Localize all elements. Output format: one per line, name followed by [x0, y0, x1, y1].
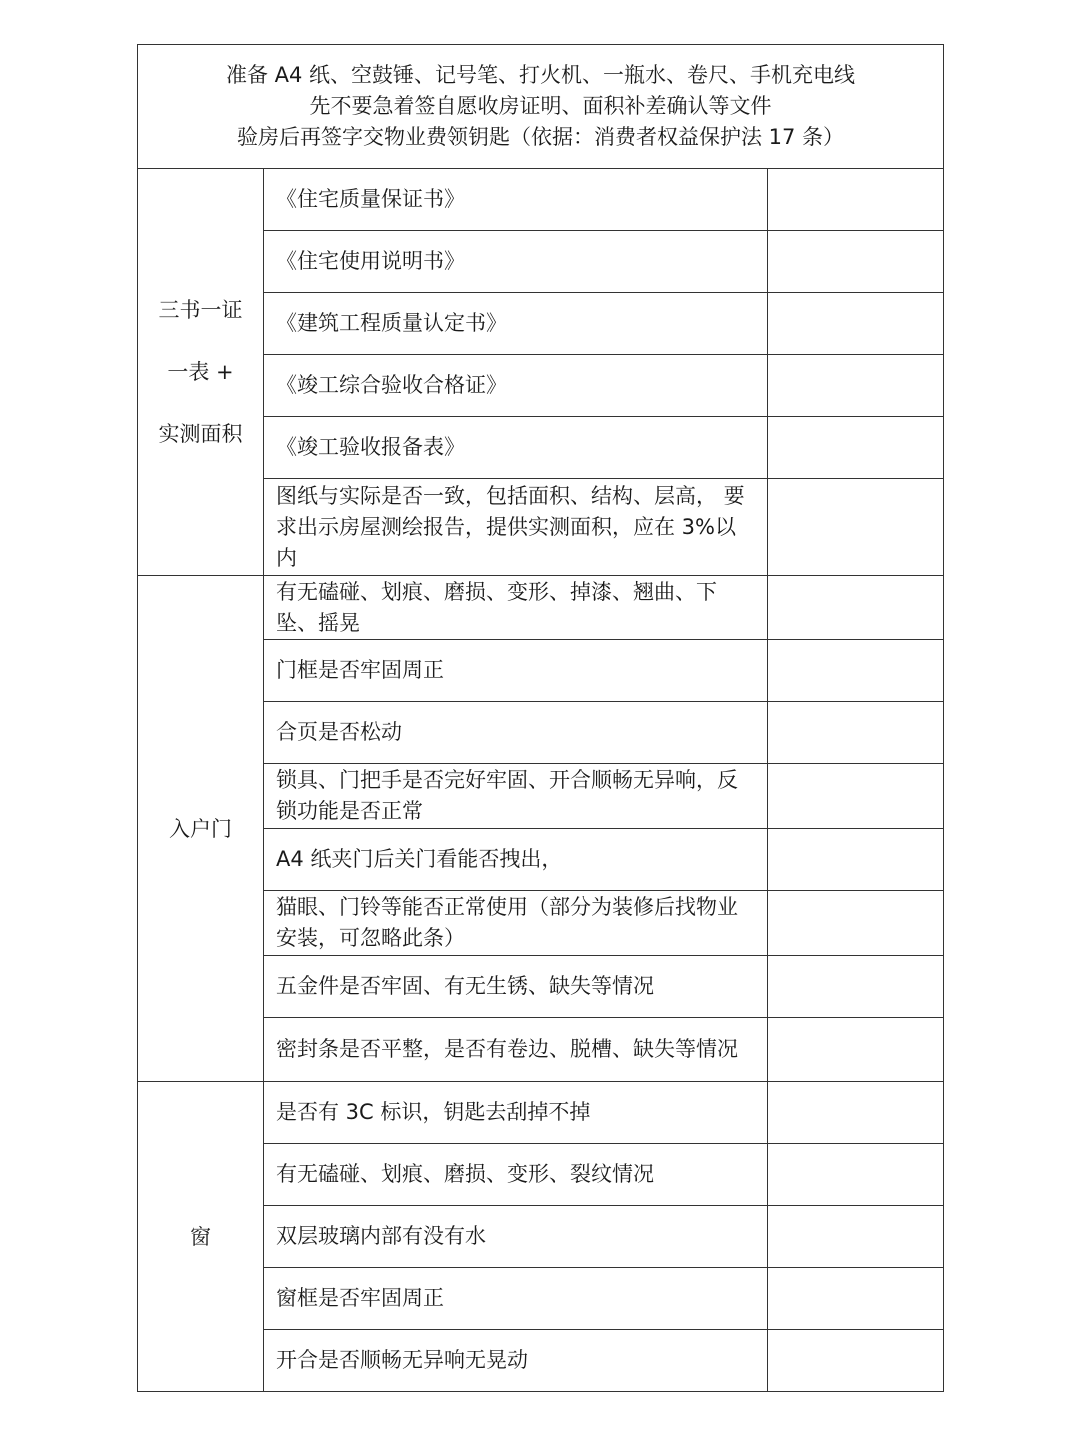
checklist-item: 锁具、门把手是否完好牢固、开合顺畅无异响，反锁功能是否正常 — [264, 764, 768, 829]
header-line-2: 先不要急着签自愿收房证明、面积补差确认等文件 — [309, 94, 772, 118]
check-cell[interactable] — [768, 576, 944, 640]
check-cell[interactable] — [768, 479, 944, 576]
checklist-item: 《竣工验收报备表》 — [264, 417, 768, 479]
category-line: 一表 + — [167, 360, 234, 384]
check-cell[interactable] — [768, 640, 944, 702]
check-cell[interactable] — [768, 1144, 944, 1206]
check-cell[interactable] — [768, 956, 944, 1018]
category-line: 实测面积 — [158, 422, 243, 446]
category-window — [138, 1082, 264, 1392]
table-row — [138, 576, 944, 640]
category-line: 三书一证 — [158, 298, 243, 322]
check-cell[interactable] — [768, 891, 944, 956]
checklist-item: 是否有 3C 标识，钥匙去刮掉不掉 — [264, 1082, 768, 1144]
check-cell[interactable] — [768, 1018, 944, 1082]
checklist-item: 《住宅使用说明书》 — [264, 231, 768, 293]
category-entrance-door — [138, 576, 264, 1082]
check-cell[interactable] — [768, 764, 944, 829]
checklist-item: A4 纸夹门后关门看能否拽出， — [264, 829, 768, 891]
checklist-item: 双层玻璃内部有没有水 — [264, 1206, 768, 1268]
check-cell[interactable] — [768, 1206, 944, 1268]
check-cell[interactable] — [768, 169, 944, 231]
check-cell[interactable] — [768, 1330, 944, 1392]
checklist-item: 窗框是否牢固周正 — [264, 1268, 768, 1330]
table-row — [138, 169, 944, 231]
header-line-1: 准备 A4 纸、空鼓锤、记号笔、打火机、一瓶水、卷尺、手机充电线 — [225, 63, 856, 87]
check-cell[interactable] — [768, 231, 944, 293]
check-cell[interactable] — [768, 417, 944, 479]
checklist-item: 猫眼、门铃等能否正常使用（部分为装修后找物业安装，可忽略此条） — [264, 891, 768, 956]
checklist-item: 门框是否牢固周正 — [264, 640, 768, 702]
table-row — [138, 1082, 944, 1144]
check-cell[interactable] — [768, 293, 944, 355]
header-notes — [138, 45, 944, 169]
checklist-item: 《建筑工程质量认定书》 — [264, 293, 768, 355]
checklist-item: 有无磕碰、划痕、磨损、变形、掉漆、翘曲、下坠、摇晃 — [264, 576, 768, 640]
header-row — [138, 45, 944, 169]
checklist-item: 《住宅质量保证书》 — [264, 169, 768, 231]
category-documents — [138, 169, 264, 576]
checklist-item: 密封条是否平整，是否有卷边、脱槽、缺失等情况 — [264, 1018, 768, 1082]
checklist-item: 五金件是否牢固、有无生锈、缺失等情况 — [264, 956, 768, 1018]
category-line: 窗 — [190, 1224, 211, 1249]
category-line: 入户门 — [169, 816, 232, 841]
checklist-item: 图纸与实际是否一致，包括面积、结构、层高， 要求出示房屋测绘报告，提供实测面积，应在 3%以内 — [264, 479, 768, 576]
check-cell[interactable] — [768, 355, 944, 417]
check-cell[interactable] — [768, 829, 944, 891]
checklist-table — [137, 44, 944, 1392]
check-cell[interactable] — [768, 702, 944, 764]
check-cell[interactable] — [768, 1268, 944, 1330]
checklist-item: 有无磕碰、划痕、磨损、变形、裂纹情况 — [264, 1144, 768, 1206]
checklist-item: 《竣工综合验收合格证》 — [264, 355, 768, 417]
header-line-3: 验房后再签字交物业费领钥匙（依据：消费者权益保护法 17 条） — [236, 125, 845, 149]
checklist-item: 合页是否松动 — [264, 702, 768, 764]
checklist-item: 开合是否顺畅无异响无晃动 — [264, 1330, 768, 1392]
check-cell[interactable] — [768, 1082, 944, 1144]
